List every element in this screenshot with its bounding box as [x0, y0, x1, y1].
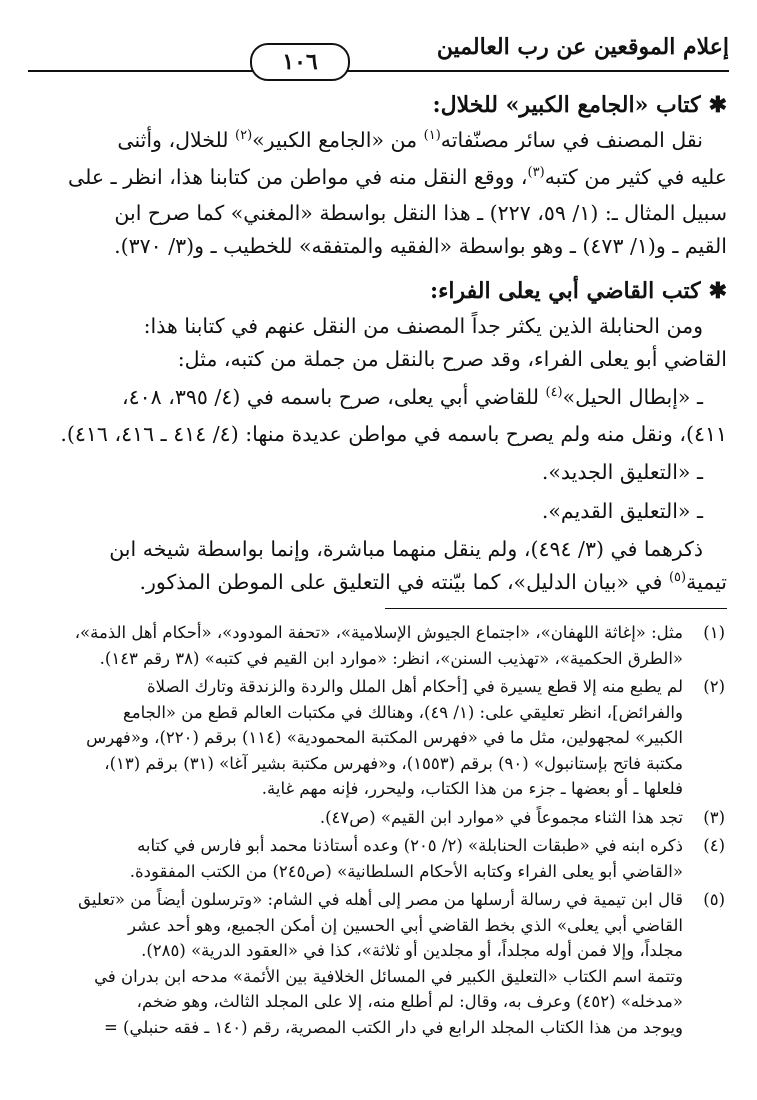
footnote: [30, 833, 725, 884]
footnotes: [30, 620, 725, 1040]
text-line: ومن الحنابلة الذين يكثر جداً المصنف من النقل عنهم في كتابنا هذا:: [143, 314, 703, 338]
footnote-number: (٥): [703, 890, 725, 909]
text-line: القاضي أبو يعلى الفراء، وقد صرح بالنقل من جملة من كتبه، مثل:: [177, 346, 727, 371]
text-line: ذكرهما في (٣/ ٤٩٤)، ولم ينقل منهما مباشرة، وإنما بواسطة شيخه ابن: [109, 537, 703, 561]
section-heading: ✱كتب القاضي أبي يعلى الفراء:: [36, 272, 727, 310]
text-line: ٤١١)، ونقل منه ولم يصرح باسمه في مواطن عديدة منها: (٤/ ٤١٤ ـ ٤١٦، ٤١٦).: [60, 421, 727, 446]
footnote: [30, 620, 725, 671]
text-line: عليه في كثير من كتبه$^{(٣)}$، ووقع النقل منه في مواطن من كتابنا هذا، انظر ـ على: [68, 164, 727, 189]
text-line: نقل المصنف في سائر مصنّفاته$^{(١)}$ من «الجامع الكبير»$^{(٢)}$ للخلال، وأثنى: [117, 128, 703, 152]
footnote-number: (٤): [703, 836, 725, 855]
text-line: ـ «إبطال الحيل»$^{(٤)}$ للقاضي أبي يعلى، صرح باسمه في (٤/ ٣٩٥، ٤٠٨،: [122, 385, 703, 409]
footnote-ref[interactable]: (١): [423, 128, 441, 143]
main-text: [36, 84, 727, 602]
text-line: سبيل المثال ـ: (١/ ٥٩، ٢٢٧) ـ هذا النقل بواسطة «المغني» كما صرح ابن: [114, 201, 727, 225]
footnote-number: (٢): [703, 677, 725, 696]
footnote-ref[interactable]: (٢): [235, 128, 253, 143]
footnote-separator: [385, 608, 727, 609]
footnote: [30, 887, 725, 1040]
footnote-text: تجد هذا الثناء مجموعاً في «موارد ابن القيم» (ص٤٧).: [319, 807, 683, 827]
text-line: القيم ـ و(١/ ٤٧٣) ـ وهو بواسطة «الفقيه والمتفقه» للخطيب ـ و(٣/ ٣٧٠).: [114, 233, 727, 258]
footnote-text: مثل: «إغاثة اللهفان»، «اجتماع الجيوش الإسلامية»، «تحفة المودود»، «أحكام أهل الذمة»، «الطرق الحكمية»، «تهذيب السنن»، انظر: «موارد ابن القيم في كتبه» (٣٨ رقم ١٤٣).: [74, 623, 683, 668]
section-heading: ✱كتاب «الجامع الكبير» للخلال:: [36, 86, 727, 124]
text-line: ـ «التعليق القديم».: [541, 498, 703, 523]
footnote-ref[interactable]: (٥): [668, 569, 687, 585]
running-title: إعلام الموقعين عن رب العالمين: [436, 34, 729, 60]
footnote-ref[interactable]: (٤): [545, 385, 563, 400]
footnote-text: قال ابن تيمية في رسالة أرسلها من مصر إلى أهله في الشام: «وترسلون أيضاً من «تعليق القاضي أبي يعلى» الذي بخط القاضي أبي الحسين إن أمكن الجميع، وهو أحد عشر مجلداً، وإلا فمن أوله مجلداً، أو مجلدين أو ثلاثة»، كذا في «العقود الدرية» (٢٨٥). وتتمة اسم الكتاب «التعليق الكبير في المسائل الخلافية بين الأئمة» مدحه ابن بدران في «مدخله» (٤٥٢) وعرف به، وقال: لم أطلع منه، إلا على المجلد الثالث، وهو ضخم، ويوجد من هذا الكتاب المجلد الرابع في دار الكتب المصرية، رقم (١٤٠ ـ فقه حنبلي) =: [78, 890, 683, 1037]
footnote-number: (١): [703, 623, 725, 642]
text-line: تيمية$^{(٥)}$ في «بيان الدليل»، كما بيّنته في التعليق على الموطن المذكور.: [139, 569, 727, 594]
footnote-text: لم يطبع منه إلا قطع يسيرة في [أحكام أهل الملل والردة والزندقة وتارك الصلاة والفرائض]، انظر تعليقي على: (١/ ٤٩)، وهنالك في مكتبات العالم قطع من «الجامع الكبير» لمجهولين، مثل ما في «فهرس المكتبة المحمودية» (١١٤) برقم (٢٢٠)، و«فهرس مكتبة فاتح بإستانبول» (٩٠) برقم (١٥٥٣)، و«فهرس مكتبة بشير آغا» (٣١) برقم (١٣)، فلعلها ـ أو بعضها ـ جزء من هذا الكتاب، وليحرر، فإنه مهم غاية.: [86, 677, 683, 798]
asterisk-icon: ✱: [708, 92, 727, 118]
footnote: [30, 674, 725, 802]
paragraph: [36, 124, 727, 262]
page-header: [28, 26, 729, 76]
footnote-number: (٣): [703, 807, 725, 827]
footnote: [30, 805, 725, 831]
footnote-text: ذكره ابنه في «طبقات الحنابلة» (٢/ ٢٠٥) وعده أستاذنا محمد أبو فارس في كتابه «القاضي أبو يعلى الفراء وكتابه الأحكام السلطانية» (ص٢٤٥) من الكتب المفقودة.: [129, 836, 683, 881]
page-number: ١٠٦: [250, 43, 350, 81]
text-line: ـ «التعليق الجديد».: [541, 460, 703, 484]
paragraph: [36, 310, 727, 602]
header-rule: [28, 70, 729, 72]
footnote-ref[interactable]: (٣): [527, 164, 545, 180]
asterisk-icon: ✱: [708, 278, 727, 304]
